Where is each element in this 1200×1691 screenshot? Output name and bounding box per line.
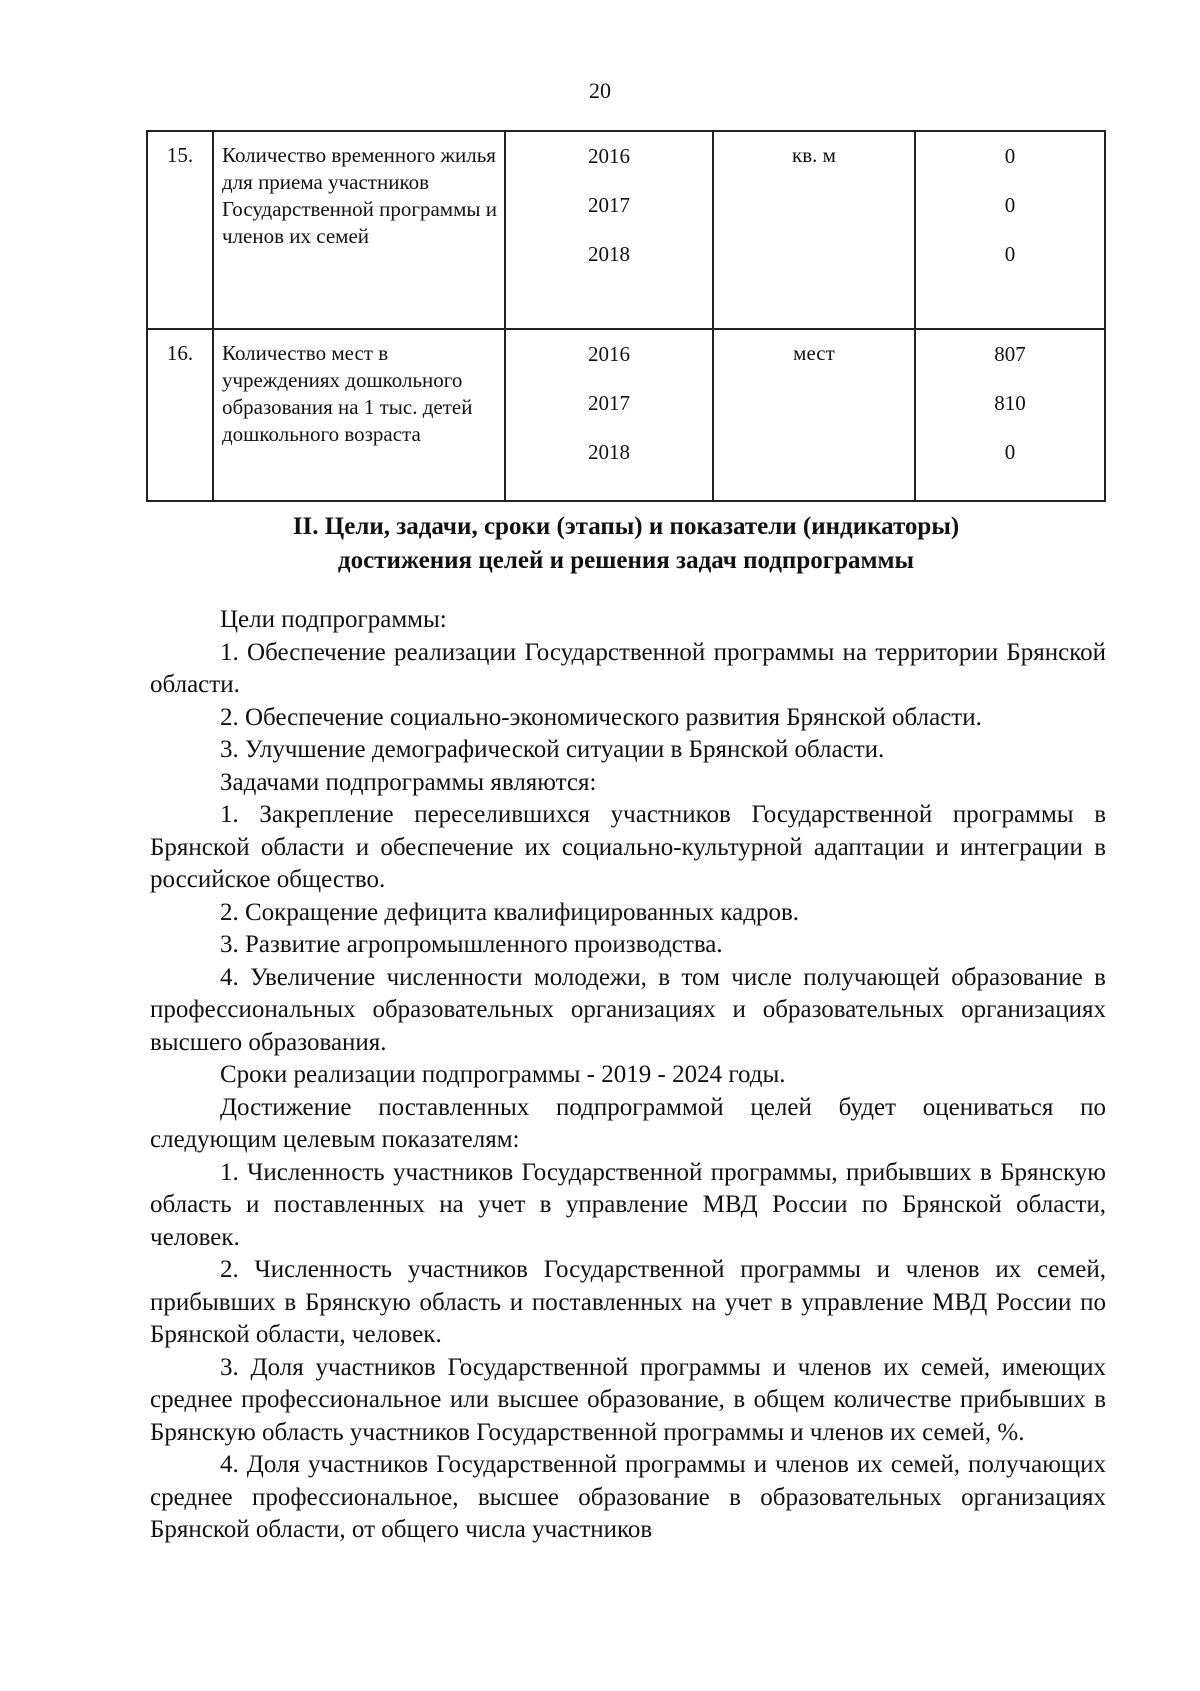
indicator-value: 810 <box>994 391 1026 415</box>
paragraph: 1. Численность участников Государственной программы, прибывших в Брянскую область и поставленных на учет в управление МВД России по Брянской области, человек. <box>150 1158 1106 1251</box>
page-number: 20 <box>589 78 611 103</box>
paragraph: 3. Доля участников Государственной программы и членов их семей, имеющих среднее профессиональное или высшее образование, в общем количестве прибывших в Брянскую область участников Государственной программы и членов их семей, %. <box>150 1353 1106 1446</box>
paragraph: 1. Обеспечение реализации Государственной программы на территории Брянской области. <box>150 638 1106 698</box>
paragraph: 2. Сокращение дефицита квалифицированных кадров. <box>220 898 800 926</box>
paragraph: Цели подпрограммы: <box>220 606 447 633</box>
section-heading-line: II. Цели, задачи, сроки (этапы) и показатели (индикаторы) <box>292 513 960 540</box>
paragraph: 3. Улучшение демографической ситуации в Брянской области. <box>220 736 885 763</box>
paragraph: Сроки реализации подпрограммы - 2019 - 2024 годы. <box>220 1061 786 1088</box>
paragraph: 4. Доля участников Государственной программы и членов их семей, получающих среднее профессиональное, высшее образование в образовательных организациях Брянской области, от общего числа участников <box>150 1451 1106 1543</box>
table-row <box>147 131 1105 329</box>
paragraph: 3. Развитие агропромышленного производства. <box>220 931 723 958</box>
indicator-value: 807 <box>994 342 1026 366</box>
paragraph: 2. Численность участников Государственной программы и членов их семей, прибывших в Брянскую область и поставленных на учет в управление МВД России по Брянской области, человек. <box>150 1256 1106 1348</box>
year-value: 2017 <box>588 391 630 415</box>
paragraph: 4. Увеличение численности молодежи, в том числе получающей образование в профессиональных образовательных организациях и образовательных организациях высшего образования. <box>150 963 1106 1056</box>
values-cell <box>915 131 1105 329</box>
year-value: 2018 <box>588 242 630 266</box>
indicator-value: 0 <box>1004 242 1016 266</box>
values-cell <box>915 329 1105 501</box>
body-text <box>150 604 1106 1547</box>
row-number: 16. <box>147 329 213 501</box>
years-cell <box>505 329 713 501</box>
years-cell <box>505 131 713 329</box>
unit-cell: кв. м <box>713 131 915 329</box>
paragraph: 1. Закрепление переселившихся участников Государственной программы в Брянской области и обеспечение их социально-культурной адаптации и интеграции в российское общество. <box>150 801 1106 893</box>
indicator-value: 0 <box>1004 144 1016 168</box>
section-heading-line: достижения целей и решения задач подпрограммы <box>337 547 915 574</box>
table-row <box>147 329 1105 501</box>
year-value: 2018 <box>588 440 630 464</box>
paragraph: 2. Обеспечение социально-экономического развития Брянской области. <box>220 703 982 731</box>
paragraph: Задачами подпрограммы являются: <box>220 768 597 796</box>
unit-cell: мест <box>713 329 915 501</box>
paragraph: Достижение поставленных подпрограммой целей будет оцениваться по следующим целевым показателям: <box>150 1093 1106 1153</box>
year-value: 2016 <box>588 144 630 168</box>
indicators-table <box>146 130 1106 502</box>
section-heading <box>146 510 1106 578</box>
indicator-value: 0 <box>1004 193 1016 217</box>
indicator-value: 0 <box>1004 440 1016 464</box>
indicator-name: Количество мест в учреждениях дошкольного образования на 1 тыс. детей дошкольного возраста <box>213 329 505 501</box>
indicator-name: Количество временного жилья для приема участников Государственной программы и членов их семей <box>213 131 505 329</box>
row-number: 15. <box>147 131 213 329</box>
year-value: 2017 <box>588 193 630 217</box>
year-value: 2016 <box>588 342 630 366</box>
